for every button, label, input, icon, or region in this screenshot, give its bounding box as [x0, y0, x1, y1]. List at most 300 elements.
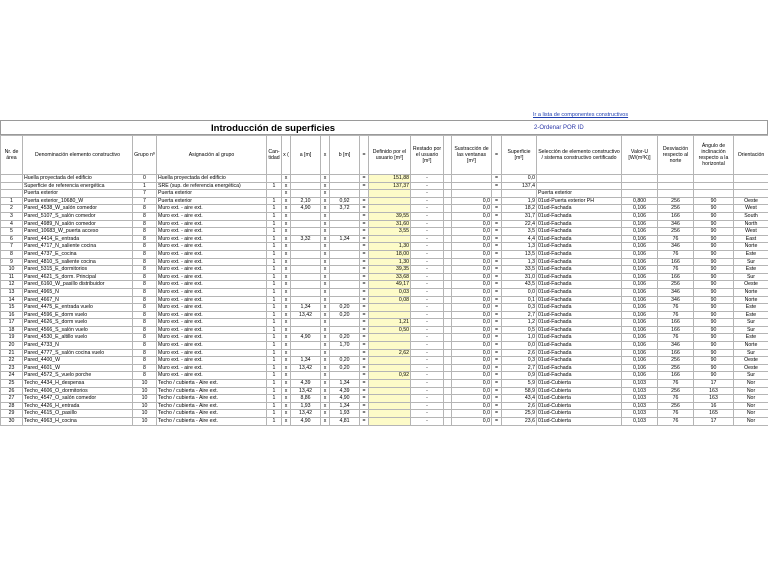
cell-superficie[interactable]: 2,6 [502, 402, 537, 410]
cell-angulo[interactable]: 163 [694, 387, 734, 395]
cell-valor-u[interactable]: 0,106 [622, 349, 658, 357]
cell-nr[interactable]: 16 [1, 311, 23, 319]
cell-b[interactable]: 0,20 [330, 357, 360, 365]
cell-sustraccion[interactable]: 0,0 [452, 258, 492, 266]
cell-valor-u[interactable]: 0,106 [622, 258, 658, 266]
cell-grupo[interactable]: 8 [133, 228, 157, 236]
cell-b[interactable]: 3,72 [330, 205, 360, 213]
cell-seleccion[interactable]: 01ud-Fachada [537, 243, 622, 251]
cell-sustraccion[interactable]: 0,0 [452, 387, 492, 395]
cell-x[interactable]: x [282, 326, 291, 334]
cell-superficie[interactable]: 0,3 [502, 304, 537, 312]
cell-name[interactable]: Pared_4596_E_dorm vuelo [23, 311, 133, 319]
cell-x[interactable]: x [321, 205, 330, 213]
cell-cantidad[interactable]: 1 [267, 250, 282, 258]
cell-nr[interactable]: 2 [1, 205, 23, 213]
cell-desviacion[interactable]: 76 [658, 311, 694, 319]
cell-asignacion[interactable]: Muro ext. - aire ext. [157, 364, 267, 372]
cell-orientacion[interactable]: Norte [734, 243, 768, 251]
cell-superficie[interactable]: 0,1 [502, 296, 537, 304]
cell-eq[interactable]: = [492, 296, 502, 304]
cell-valor-u[interactable]: 0,106 [622, 266, 658, 274]
cell-eq[interactable]: = [492, 334, 502, 342]
cell-a[interactable] [291, 190, 321, 198]
cell-sustraccion[interactable]: 0,0 [452, 418, 492, 426]
cell-valor-u[interactable]: 0,106 [622, 273, 658, 281]
cell-x[interactable]: x [282, 311, 291, 319]
cell-grupo[interactable]: 8 [133, 212, 157, 220]
cell-minus[interactable] [444, 410, 452, 418]
cell-valor-u[interactable]: 0,106 [622, 212, 658, 220]
cell-eq[interactable]: = [492, 235, 502, 243]
cell-b[interactable]: 1,34 [330, 402, 360, 410]
cell-asignacion[interactable]: Muro ext. - aire ext. [157, 288, 267, 296]
cell-valor-u[interactable]: 0,106 [622, 364, 658, 372]
cell-superficie[interactable]: 0,0 [502, 288, 537, 296]
cell-asignacion[interactable]: Muro ext. - aire ext. [157, 334, 267, 342]
cell-desviacion[interactable] [658, 182, 694, 190]
cell-asignacion[interactable]: Techo / cubierta - Aire ext. [157, 380, 267, 388]
cell-x[interactable]: x [321, 357, 330, 365]
cell-name[interactable]: Pared_4621_S_dorm. Principal [23, 273, 133, 281]
cell-name[interactable]: Pared_4717_N_saliente cocina [23, 243, 133, 251]
cell-angulo[interactable]: 90 [694, 349, 734, 357]
cell-angulo[interactable]: 90 [694, 250, 734, 258]
cell-angulo[interactable]: 90 [694, 273, 734, 281]
cell-x[interactable]: x [321, 228, 330, 236]
cell-restado[interactable]: - [411, 334, 444, 342]
cell-desviacion[interactable]: 346 [658, 288, 694, 296]
table-row[interactable] [1, 220, 768, 228]
cell-grupo[interactable]: 10 [133, 418, 157, 426]
cell-nr[interactable]: 14 [1, 296, 23, 304]
table-row[interactable] [1, 364, 768, 372]
cell-nr[interactable]: 1 [1, 197, 23, 205]
cell-asignacion[interactable]: Techo / cubierta - Aire ext. [157, 418, 267, 426]
cell-restado[interactable]: - [411, 273, 444, 281]
cell-name[interactable]: Techo_4606_O_dormitorios [23, 387, 133, 395]
table-row[interactable] [1, 311, 768, 319]
cell-desviacion[interactable]: 76 [658, 250, 694, 258]
cell-cantidad[interactable]: 1 [267, 357, 282, 365]
cell-x[interactable]: x [321, 273, 330, 281]
cell-angulo[interactable]: 90 [694, 243, 734, 251]
cell-x[interactable]: x [282, 197, 291, 205]
cell-valor-u[interactable] [622, 190, 658, 198]
cell-orientacion[interactable]: Este [734, 311, 768, 319]
cell-b[interactable]: 1,93 [330, 410, 360, 418]
cell-definido[interactable]: 49,17 [369, 281, 411, 289]
cell-cantidad[interactable]: 1 [267, 212, 282, 220]
cell-nr[interactable]: 9 [1, 258, 23, 266]
cell-restado[interactable]: - [411, 311, 444, 319]
cell-desviacion[interactable]: 256 [658, 387, 694, 395]
cell-x[interactable]: x [282, 205, 291, 213]
cell-b[interactable] [330, 349, 360, 357]
table-row[interactable] [1, 342, 768, 350]
cell-eq[interactable]: = [360, 334, 369, 342]
cell-name[interactable]: Pared_4965_N [23, 288, 133, 296]
cell-grupo[interactable]: 8 [133, 250, 157, 258]
cell-orientacion[interactable]: Este [734, 250, 768, 258]
cell-name[interactable]: Pared_5315_E_dormitorios [23, 266, 133, 274]
cell-angulo[interactable]: 17 [694, 418, 734, 426]
cell-a[interactable]: 4,90 [291, 334, 321, 342]
cell-desviacion[interactable]: 166 [658, 349, 694, 357]
cell-x[interactable]: x [321, 250, 330, 258]
cell-x[interactable]: x [282, 402, 291, 410]
cell-sustraccion[interactable]: 0,0 [452, 304, 492, 312]
cell-restado[interactable]: - [411, 342, 444, 350]
table-row[interactable] [1, 372, 768, 380]
cell-minus[interactable] [444, 395, 452, 403]
cell-a[interactable]: 13,42 [291, 364, 321, 372]
cell-name[interactable]: Techo_4963_H_cocina [23, 418, 133, 426]
cell-definido[interactable]: 39,55 [369, 212, 411, 220]
cell-orientacion[interactable]: Sur [734, 326, 768, 334]
cell-cantidad[interactable]: 1 [267, 266, 282, 274]
cell-desviacion[interactable]: 76 [658, 304, 694, 312]
cell-cantidad[interactable]: 1 [267, 273, 282, 281]
cell-b[interactable] [330, 182, 360, 190]
table-row[interactable] [1, 175, 768, 183]
cell-restado[interactable]: - [411, 266, 444, 274]
cell-valor-u[interactable]: 0,106 [622, 281, 658, 289]
cell-valor-u[interactable] [622, 175, 658, 183]
cell-grupo[interactable]: 8 [133, 364, 157, 372]
cell-orientacion[interactable]: Nor [734, 418, 768, 426]
cell-superficie[interactable]: 25,9 [502, 410, 537, 418]
cell-orientacion[interactable]: Oeste [734, 364, 768, 372]
cell-name[interactable]: Pared_4530_E_altillo vuelo [23, 334, 133, 342]
cell-minus[interactable] [444, 357, 452, 365]
cell-a[interactable] [291, 250, 321, 258]
table-row[interactable] [1, 402, 768, 410]
cell-eq[interactable]: = [360, 410, 369, 418]
cell-x[interactable]: x [282, 190, 291, 198]
cell-valor-u[interactable]: 0,106 [622, 342, 658, 350]
cell-sustraccion[interactable]: 0,0 [452, 319, 492, 327]
cell-angulo[interactable]: 90 [694, 228, 734, 236]
cell-superficie[interactable]: 3,5 [502, 228, 537, 236]
cell-angulo[interactable]: 90 [694, 220, 734, 228]
cell-sustraccion[interactable]: 0,0 [452, 334, 492, 342]
cell-superficie[interactable]: 0,5 [502, 326, 537, 334]
cell-name[interactable]: Techo_4547_O_salón comedor [23, 395, 133, 403]
cell-x[interactable]: x [282, 395, 291, 403]
cell-b[interactable] [330, 273, 360, 281]
cell-grupo[interactable]: 0 [133, 175, 157, 183]
cell-eq[interactable]: = [492, 395, 502, 403]
cell-minus[interactable] [444, 319, 452, 327]
cell-grupo[interactable]: 8 [133, 235, 157, 243]
table-row[interactable] [1, 243, 768, 251]
cell-eq[interactable]: = [360, 380, 369, 388]
cell-x[interactable]: x [282, 418, 291, 426]
cell-x[interactable]: x [282, 288, 291, 296]
cell-name[interactable]: Puerta exterior [23, 190, 133, 198]
cell-eq[interactable] [492, 190, 502, 198]
cell-grupo[interactable]: 10 [133, 380, 157, 388]
cell-superficie[interactable]: 2,7 [502, 311, 537, 319]
cell-valor-u[interactable]: 0,106 [622, 372, 658, 380]
cell-minus[interactable] [444, 258, 452, 266]
cell-seleccion[interactable]: 01ud-Fachada [537, 258, 622, 266]
cell-desviacion[interactable]: 256 [658, 281, 694, 289]
cell-superficie[interactable]: 137,4 [502, 182, 537, 190]
cell-angulo[interactable]: 90 [694, 281, 734, 289]
cell-x[interactable]: x [321, 304, 330, 312]
cell-sustraccion[interactable]: 0,0 [452, 250, 492, 258]
cell-desviacion[interactable]: 346 [658, 342, 694, 350]
cell-superficie[interactable]: 58,9 [502, 387, 537, 395]
cell-grupo[interactable]: 8 [133, 296, 157, 304]
cell-angulo[interactable]: 90 [694, 205, 734, 213]
cell-b[interactable] [330, 175, 360, 183]
cell-minus[interactable] [444, 296, 452, 304]
cell-grupo[interactable]: 8 [133, 304, 157, 312]
cell-x[interactable]: x [321, 197, 330, 205]
cell-sustraccion[interactable]: 0,0 [452, 266, 492, 274]
cell-x[interactable]: x [321, 296, 330, 304]
cell-sustraccion[interactable]: 0,0 [452, 402, 492, 410]
cell-nr[interactable]: 17 [1, 319, 23, 327]
cell-a[interactable] [291, 319, 321, 327]
cell-valor-u[interactable]: 0,106 [622, 296, 658, 304]
cell-a[interactable]: 13,42 [291, 410, 321, 418]
cell-x[interactable]: x [282, 410, 291, 418]
cell-b[interactable]: 0,20 [330, 334, 360, 342]
cell-nr[interactable]: 22 [1, 357, 23, 365]
cell-seleccion[interactable] [537, 182, 622, 190]
cell-a[interactable]: 3,32 [291, 235, 321, 243]
cell-b[interactable] [330, 266, 360, 274]
cell-eq[interactable]: = [360, 281, 369, 289]
cell-definido[interactable] [369, 357, 411, 365]
cell-superficie[interactable]: 2,6 [502, 349, 537, 357]
cell-x[interactable]: x [321, 372, 330, 380]
cell-eq[interactable]: = [360, 395, 369, 403]
cell-superficie[interactable] [502, 190, 537, 198]
cell-cantidad[interactable]: 1 [267, 182, 282, 190]
cell-definido[interactable] [369, 342, 411, 350]
cell-minus[interactable] [444, 212, 452, 220]
cell-restado[interactable]: - [411, 326, 444, 334]
cell-sustraccion[interactable] [452, 175, 492, 183]
cell-definido[interactable] [369, 304, 411, 312]
cell-definido[interactable]: 3,55 [369, 228, 411, 236]
cell-asignacion[interactable]: Muro ext. - aire ext. [157, 243, 267, 251]
cell-eq[interactable]: = [492, 319, 502, 327]
cell-restado[interactable]: - [411, 372, 444, 380]
cell-b[interactable]: 0,20 [330, 304, 360, 312]
table-row[interactable] [1, 205, 768, 213]
cell-eq[interactable]: = [360, 228, 369, 236]
cell-superficie[interactable]: 0,0 [502, 175, 537, 183]
cell-eq[interactable]: = [360, 258, 369, 266]
cell-sustraccion[interactable]: 0,0 [452, 235, 492, 243]
cell-orientacion[interactable]: Oeste [734, 281, 768, 289]
cell-eq[interactable]: = [492, 212, 502, 220]
cell-a[interactable] [291, 258, 321, 266]
cell-a[interactable]: 1,34 [291, 304, 321, 312]
cell-orientacion[interactable]: Sur [734, 372, 768, 380]
cell-angulo[interactable]: 90 [694, 357, 734, 365]
cell-asignacion[interactable]: Puerta exterior [157, 197, 267, 205]
cell-name[interactable]: Pared_4414_E_entrada [23, 235, 133, 243]
cell-desviacion[interactable]: 166 [658, 372, 694, 380]
table-row[interactable] [1, 357, 768, 365]
cell-asignacion[interactable]: Muro ext. - aire ext. [157, 357, 267, 365]
cell-cantidad[interactable]: 1 [267, 296, 282, 304]
cell-nr[interactable]: 5 [1, 228, 23, 236]
cell-a[interactable] [291, 266, 321, 274]
cell-nr[interactable] [1, 182, 23, 190]
cell-seleccion[interactable]: 01ud-Fachada [537, 372, 622, 380]
cell-orientacion[interactable]: Oeste [734, 357, 768, 365]
cell-x[interactable]: x [282, 296, 291, 304]
cell-a[interactable]: 2,10 [291, 197, 321, 205]
cell-angulo[interactable]: 17 [694, 380, 734, 388]
cell-sustraccion[interactable]: 0,0 [452, 395, 492, 403]
cell-definido[interactable]: 31,60 [369, 220, 411, 228]
table-row[interactable] [1, 288, 768, 296]
cell-sustraccion[interactable]: 0,0 [452, 273, 492, 281]
cell-superficie[interactable]: 4,4 [502, 235, 537, 243]
cell-eq[interactable]: = [492, 349, 502, 357]
table-row[interactable] [1, 304, 768, 312]
cell-orientacion[interactable] [734, 175, 768, 183]
cell-sustraccion[interactable]: 0,0 [452, 380, 492, 388]
cell-sustraccion[interactable]: 0,0 [452, 410, 492, 418]
table-row[interactable] [1, 182, 768, 190]
cell-eq[interactable]: = [492, 372, 502, 380]
cell-nr[interactable]: 6 [1, 235, 23, 243]
cell-b[interactable]: 0,20 [330, 364, 360, 372]
cell-orientacion[interactable]: Este [734, 266, 768, 274]
cell-asignacion[interactable]: Muro ext. - aire ext. [157, 281, 267, 289]
cell-cantidad[interactable]: 1 [267, 418, 282, 426]
cell-nr[interactable]: 12 [1, 281, 23, 289]
cell-asignacion[interactable]: Muro ext. - aire ext. [157, 349, 267, 357]
cell-valor-u[interactable]: 0,106 [622, 205, 658, 213]
cell-x[interactable]: x [321, 190, 330, 198]
cell-valor-u[interactable]: 0,103 [622, 418, 658, 426]
cell-angulo[interactable]: 90 [694, 372, 734, 380]
cell-angulo[interactable]: 90 [694, 304, 734, 312]
cell-grupo[interactable]: 8 [133, 220, 157, 228]
cell-superficie[interactable]: 33,5 [502, 266, 537, 274]
cell-eq[interactable]: = [360, 304, 369, 312]
cell-b[interactable] [330, 228, 360, 236]
cell-cantidad[interactable]: 1 [267, 281, 282, 289]
cell-valor-u[interactable]: 0,103 [622, 387, 658, 395]
cell-b[interactable]: 1,70 [330, 342, 360, 350]
cell-sustraccion[interactable] [452, 190, 492, 198]
cell-b[interactable] [330, 220, 360, 228]
cell-nr[interactable]: 26 [1, 387, 23, 395]
cell-b[interactable] [330, 281, 360, 289]
cell-angulo[interactable] [694, 190, 734, 198]
cell-x[interactable]: x [282, 175, 291, 183]
cell-name[interactable]: Pared_4538_W_salón comedor [23, 205, 133, 213]
cell-cantidad[interactable]: 1 [267, 364, 282, 372]
cell-a[interactable]: 4,39 [291, 380, 321, 388]
cell-x[interactable]: x [282, 250, 291, 258]
cell-seleccion[interactable]: 01ud-Fachada [537, 364, 622, 372]
cell-eq[interactable]: = [360, 197, 369, 205]
cell-asignacion[interactable]: Muro ext. - aire ext. [157, 311, 267, 319]
cell-angulo[interactable]: 90 [694, 288, 734, 296]
cell-minus[interactable] [444, 243, 452, 251]
cell-eq[interactable]: = [360, 220, 369, 228]
cell-seleccion[interactable]: 01ud-Fachada [537, 326, 622, 334]
cell-orientacion[interactable]: Sur [734, 349, 768, 357]
cell-sustraccion[interactable]: 0,0 [452, 357, 492, 365]
cell-restado[interactable]: - [411, 197, 444, 205]
cell-valor-u[interactable]: 0,106 [622, 304, 658, 312]
cell-seleccion[interactable]: 01ud-Fachada [537, 205, 622, 213]
cell-x[interactable]: x [282, 372, 291, 380]
cell-x[interactable]: x [321, 402, 330, 410]
cell-b[interactable] [330, 372, 360, 380]
cell-asignacion[interactable]: Muro ext. - aire ext. [157, 220, 267, 228]
cell-superficie[interactable]: 23,6 [502, 418, 537, 426]
cell-x[interactable]: x [321, 311, 330, 319]
cell-angulo[interactable]: 90 [694, 296, 734, 304]
cell-desviacion[interactable]: 76 [658, 334, 694, 342]
cell-cantidad[interactable]: 1 [267, 311, 282, 319]
cell-angulo[interactable]: 90 [694, 334, 734, 342]
cell-sustraccion[interactable]: 0,0 [452, 349, 492, 357]
cell-eq[interactable]: = [360, 296, 369, 304]
cell-desviacion[interactable]: 256 [658, 364, 694, 372]
cell-cantidad[interactable]: 1 [267, 402, 282, 410]
cell-cantidad[interactable] [267, 190, 282, 198]
cell-eq[interactable]: = [360, 418, 369, 426]
table-row[interactable] [1, 258, 768, 266]
cell-nr[interactable]: 30 [1, 418, 23, 426]
cell-x[interactable]: x [282, 364, 291, 372]
cell-eq[interactable]: = [360, 387, 369, 395]
cell-eq[interactable]: = [492, 182, 502, 190]
cell-grupo[interactable]: 10 [133, 387, 157, 395]
cell-eq[interactable]: = [492, 250, 502, 258]
cell-eq[interactable]: = [360, 273, 369, 281]
cell-minus[interactable] [444, 334, 452, 342]
cell-a[interactable] [291, 212, 321, 220]
cell-x[interactable]: x [321, 334, 330, 342]
table-row[interactable] [1, 190, 768, 198]
cell-desviacion[interactable]: 166 [658, 326, 694, 334]
cell-nr[interactable]: 21 [1, 349, 23, 357]
cell-minus[interactable] [444, 273, 452, 281]
cell-minus[interactable] [444, 364, 452, 372]
cell-x[interactable]: x [321, 364, 330, 372]
cell-seleccion[interactable]: 01ud-Cubierta [537, 418, 622, 426]
cell-asignacion[interactable]: Muro ext. - aire ext. [157, 266, 267, 274]
cell-grupo[interactable]: 8 [133, 342, 157, 350]
cell-x[interactable]: x [282, 342, 291, 350]
cell-superficie[interactable]: 22,4 [502, 220, 537, 228]
cell-seleccion[interactable]: 01ud-Puerta exterior PH [537, 197, 622, 205]
cell-name[interactable]: Pared_5107_S_salón comedor [23, 212, 133, 220]
cell-desviacion[interactable]: 166 [658, 212, 694, 220]
cell-valor-u[interactable]: 0,106 [622, 357, 658, 365]
cell-definido[interactable] [369, 387, 411, 395]
cell-b[interactable] [330, 319, 360, 327]
table-row[interactable] [1, 235, 768, 243]
